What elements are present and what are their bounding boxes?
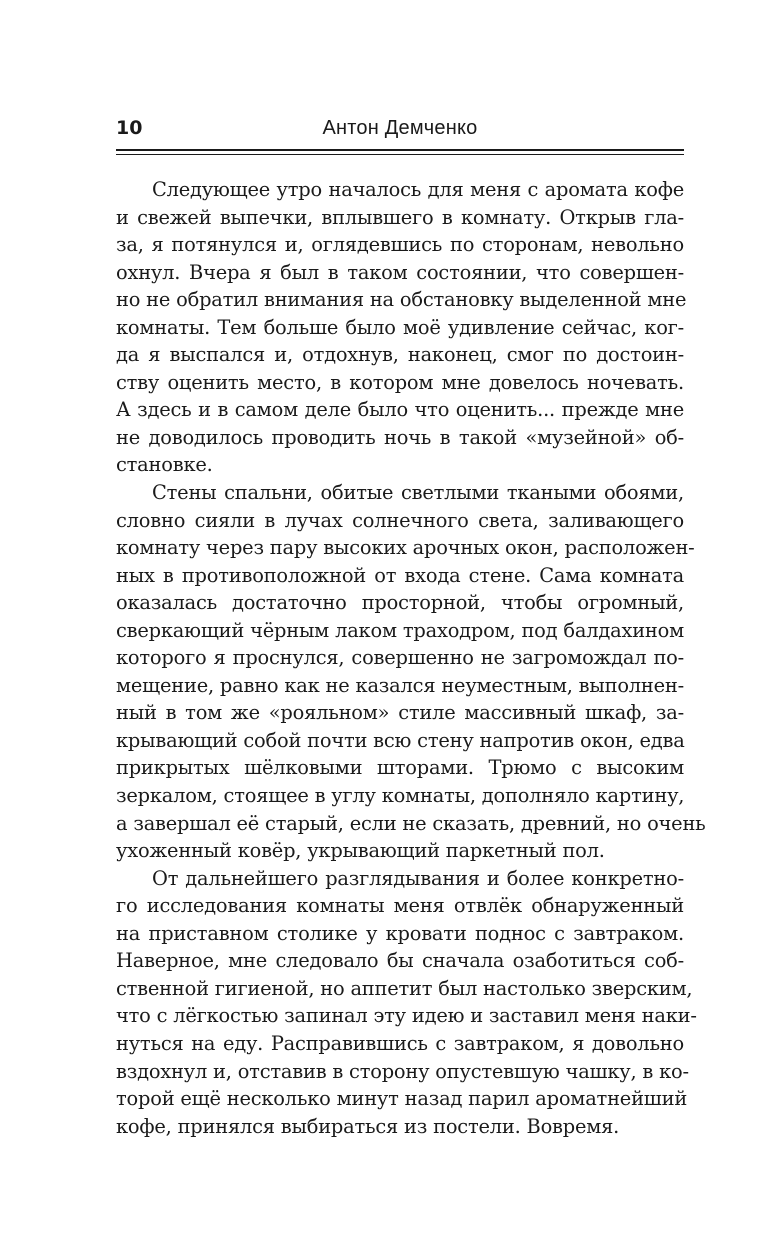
text-line: комнату через пару высоких арочных окон, расположен- (116, 536, 695, 560)
text-line: прикрытых шёлковыми шторами. Трюмо с высоким (116, 756, 684, 780)
text-line: не доводилось проводить ночь в такой «музейной» об- (116, 425, 684, 449)
text-line: вздохнул и, отставив в сторону опустевшую чашку, в ко- (116, 1059, 689, 1083)
text-line: ухоженный ковёр, укрывающий паркетный пол. (116, 839, 605, 863)
text-line: да я выспался и, отдохнув, наконец, смог по достоин- (116, 343, 684, 367)
text-line: мещение, равно как не казался неуместным, выполнен- (116, 673, 684, 697)
text-line: торой ещё несколько минут назад парил ароматнейший (116, 1087, 688, 1111)
text-line: Наверное, мне следовало бы сначала озаботиться соб- (116, 949, 684, 973)
header-rule-thick (116, 149, 684, 151)
text-line: но не обратил внимания на обстановку выделенной мне (116, 288, 687, 312)
text-line: охнул. Вчера я был в таком состоянии, что совершен- (116, 260, 684, 284)
text-line: ных в противоположной от входа стене. Сама комната (116, 563, 684, 587)
text-line: сверкающий чёрным лаком траходром, под балдахином (116, 618, 684, 642)
text-line: оказалась достаточно просторной, чтобы огромный, (116, 591, 684, 615)
text-line: зеркалом, стоящее в углу комнаты, дополняло картину, (116, 784, 685, 808)
text-line: А здесь и в самом деле было что оценить... прежде мне (116, 398, 684, 422)
page-header (116, 116, 684, 140)
header-rule-thin (116, 154, 684, 155)
text-line: ственной гигиеной, но аппетит был настолько зверским, (116, 976, 693, 1000)
text-line: нуться на еду. Расправившись с завтраком, я довольно (116, 1031, 684, 1055)
text-line: Стены спальни, обитые светлыми ткаными обоями, (152, 481, 684, 505)
page-number: 10 (116, 117, 143, 139)
running-head-author: Антон Демченко (322, 117, 478, 139)
text-line: го исследования комнаты меня отвлёк обнаруженный (116, 894, 684, 918)
paragraph (116, 176, 687, 479)
text-line: за, я потянулся и, оглядевшись по сторонам, невольно (116, 233, 684, 257)
text-line: словно сияли в лучах солнечного света, заливающего (116, 508, 684, 532)
text-line: От дальнейшего разглядывания и более конкретно- (152, 866, 684, 890)
text-line: а завершал её старый, если не сказать, древний, но очень (116, 811, 706, 835)
text-line: крывающий собой почти всю стену напротив окон, едва (116, 728, 685, 752)
paragraph (116, 865, 697, 1140)
text-line: что с лёгкостью запинал эту идею и заставил меня наки- (116, 1004, 697, 1028)
body-text (116, 176, 706, 1140)
text-line: на приставном столике у кровати поднос с завтраком. (116, 921, 684, 945)
text-line: ный в том же «рояльном» стиле массивный шкаф, за- (116, 701, 684, 725)
text-line: комнаты. Тем больше было моё удивление сейчас, ког- (116, 315, 684, 339)
text-line: ству оценить место, в котором мне довелось ночевать. (116, 370, 684, 394)
text-line: кофе, принялся выбираться из постели. Вовремя. (116, 1114, 620, 1138)
text-line: и свежей выпечки, вплывшего в комнату. Открыв гла- (116, 205, 684, 229)
text-line: Следующее утро началось для меня с аромата кофе (152, 178, 684, 201)
paragraph (116, 479, 706, 865)
text-line: которого я проснулся, совершенно не загромождал по- (116, 646, 684, 670)
text-line: становке. (116, 453, 213, 477)
